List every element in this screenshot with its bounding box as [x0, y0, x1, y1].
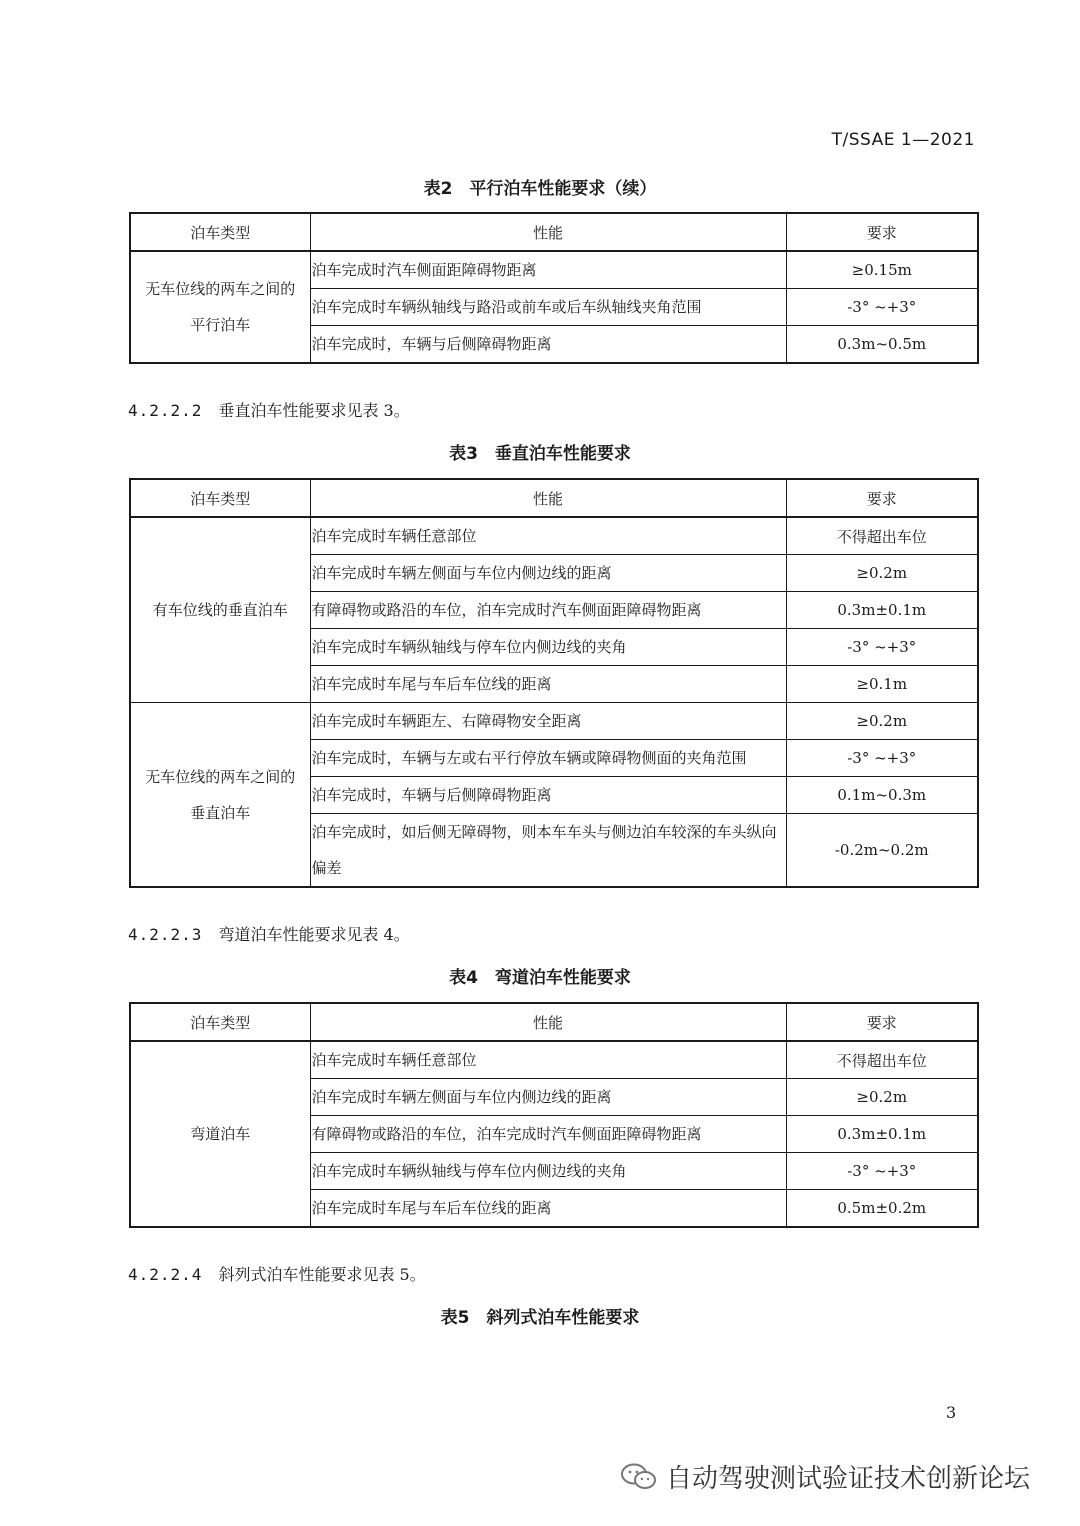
- clause-text: 斜列式泊车性能要求见表 5。: [218, 1265, 426, 1284]
- clause-text: 垂直泊车性能要求见表 3。: [218, 401, 410, 420]
- parking-type-line: 垂直泊车: [190, 803, 251, 822]
- clause-number: 4.2.2.2: [128, 401, 203, 420]
- requirement-cell: -3° ~+3°: [786, 289, 978, 326]
- parking-type-line: 平行泊车: [190, 316, 251, 334]
- performance-cell: 泊车完成时车辆纵轴线与停车位内侧边线的夹角: [310, 629, 786, 666]
- table5-caption: 表5 斜列式泊车性能要求: [440, 1308, 640, 1328]
- column-header: 性能: [310, 213, 786, 251]
- performance-cell: 泊车完成时，车辆与左或右平行停放车辆或障碍物侧面的夹角范围: [310, 740, 786, 777]
- table3-caption: 表3 垂直泊车性能要求: [449, 444, 631, 464]
- requirement-cell: -3° ~+3°: [786, 1153, 978, 1190]
- table2: [129, 212, 979, 364]
- standard-code: T/SSAE 1—2021: [831, 130, 975, 150]
- performance-cell: 泊车完成时车辆任意部位: [310, 517, 786, 555]
- performance-cell: 泊车完成时，如后侧无障碍物，则本车车头与侧边泊车较深的车头纵向偏差: [310, 814, 786, 888]
- parking-type-cell: [130, 1041, 310, 1227]
- performance-cell: 泊车完成时车尾与车后车位线的距离: [310, 666, 786, 703]
- parking-type-cell: [130, 703, 310, 888]
- wechat-account-name: 自动驾驶测试验证技术创新论坛: [666, 1464, 1031, 1494]
- column-header: 泊车类型: [130, 213, 310, 251]
- parking-type-cell: [130, 251, 310, 363]
- column-header: 性能: [310, 1003, 786, 1041]
- requirement-cell: ≥0.15m: [786, 251, 978, 289]
- clause-4-2-2-3: [128, 922, 410, 945]
- table-row: [130, 703, 978, 740]
- parking-type-cell: [130, 517, 310, 703]
- page-number: 3: [946, 1403, 957, 1422]
- parking-type-line: 无车位线的两车之间的: [145, 767, 296, 786]
- performance-cell: 泊车完成时车辆左侧面与车位内侧边线的距离: [310, 1079, 786, 1116]
- column-header: 要求: [786, 213, 978, 251]
- wechat-watermark: [620, 1458, 1030, 1495]
- performance-cell: 泊车完成时车辆纵轴线与停车位内侧边线的夹角: [310, 1153, 786, 1190]
- parking-type-line: 无车位线的两车之间的: [145, 280, 296, 298]
- requirement-cell: 不得超出车位: [786, 517, 978, 555]
- performance-cell: 泊车完成时车辆纵轴线与路沿或前车或后车纵轴线夹角范围: [310, 289, 786, 326]
- performance-cell: 泊车完成时车辆任意部位: [310, 1041, 786, 1079]
- clause-text: 弯道泊车性能要求见表 4。: [218, 925, 410, 944]
- table-row: [130, 1041, 978, 1079]
- clause-4-2-2-2: [128, 398, 410, 421]
- requirement-cell: -3° ~+3°: [786, 629, 978, 666]
- column-header: 泊车类型: [130, 1003, 310, 1041]
- table-header-row: [130, 479, 978, 517]
- requirement-cell: 0.3m±0.1m: [786, 1116, 978, 1153]
- performance-cell: 有障碍物或路沿的车位，泊车完成时汽车侧面距障碍物距离: [310, 1116, 786, 1153]
- requirement-cell: ≥0.2m: [786, 555, 978, 592]
- requirement-cell: 0.3m±0.1m: [786, 592, 978, 629]
- table4-caption: 表4 弯道泊车性能要求: [449, 968, 631, 988]
- performance-cell: 泊车完成时，车辆与后侧障碍物距离: [310, 777, 786, 814]
- requirement-cell: -0.2m~0.2m: [786, 814, 978, 888]
- column-header: 要求: [786, 479, 978, 517]
- table4: [129, 1002, 979, 1228]
- wechat-icon: [620, 1462, 658, 1492]
- requirement-cell: 不得超出车位: [786, 1041, 978, 1079]
- requirement-cell: 0.5m±0.2m: [786, 1190, 978, 1228]
- column-header: 泊车类型: [130, 479, 310, 517]
- requirement-cell: 0.1m~0.3m: [786, 777, 978, 814]
- requirement-cell: ≥0.2m: [786, 703, 978, 740]
- performance-cell: 泊车完成时汽车侧面距障碍物距离: [310, 251, 786, 289]
- table-header-row: [130, 213, 978, 251]
- column-header: 要求: [786, 1003, 978, 1041]
- table-header-row: [130, 1003, 978, 1041]
- clause-4-2-2-4: [128, 1262, 426, 1285]
- parking-type-line: 有车位线的垂直泊车: [152, 601, 288, 619]
- performance-cell: 泊车完成时车尾与车后车位线的距离: [310, 1190, 786, 1228]
- clause-number: 4.2.2.3: [128, 925, 203, 944]
- column-header: 性能: [310, 479, 786, 517]
- table2-caption: 表2 平行泊车性能要求（续）: [423, 179, 657, 199]
- performance-cell: 泊车完成时车辆左侧面与车位内侧边线的距离: [310, 555, 786, 592]
- clause-number: 4.2.2.4: [128, 1265, 203, 1284]
- requirement-cell: 0.3m~0.5m: [786, 326, 978, 364]
- table-row: [130, 517, 978, 555]
- performance-cell: 有障碍物或路沿的车位，泊车完成时汽车侧面距障碍物距离: [310, 592, 786, 629]
- parking-type-line: 弯道泊车: [190, 1125, 251, 1143]
- performance-cell: 泊车完成时车辆距左、右障碍物安全距离: [310, 703, 786, 740]
- table-row: [130, 251, 978, 289]
- requirement-cell: -3° ~+3°: [786, 740, 978, 777]
- performance-cell: 泊车完成时，车辆与后侧障碍物距离: [310, 326, 786, 364]
- table3: [129, 478, 979, 888]
- requirement-cell: ≥0.2m: [786, 1079, 978, 1116]
- requirement-cell: ≥0.1m: [786, 666, 978, 703]
